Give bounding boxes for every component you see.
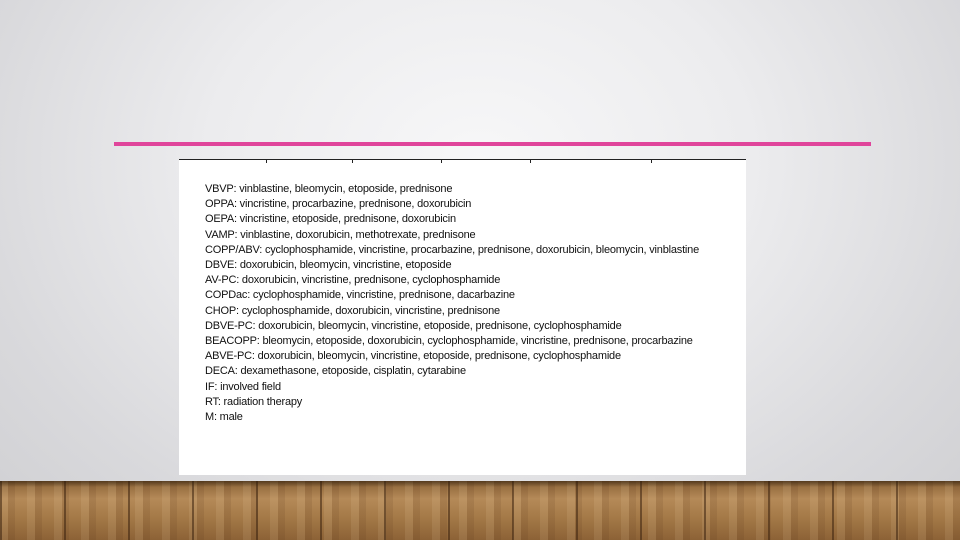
table-column-tick xyxy=(352,159,353,163)
abbreviation-list xyxy=(205,182,699,425)
floor-shadow xyxy=(0,481,960,487)
abbreviation-line: OEPA: vincristine, etoposide, prednisone, doxorubicin xyxy=(205,213,456,226)
abbreviation-line: COPP/ABV: cyclophosphamide, vincristine, procarbazine, prednisone, doxorubicin, bleomycin, vinblastine xyxy=(205,243,700,256)
abbreviation-line: DECA: dexamethasone, etoposide, cisplatin, cytarabine xyxy=(205,365,466,378)
abbreviation-line: CHOP: cyclophosphamide, doxorubicin, vincristine, prednisone xyxy=(205,304,500,317)
table-column-tick xyxy=(530,159,531,163)
wood-floor-background xyxy=(0,481,960,540)
abbreviation-line: M: male xyxy=(205,411,243,424)
abbreviation-line: AV-PC: doxorubicin, vincristine, prednisone, cyclophosphamide xyxy=(205,274,501,287)
abbreviation-line: DBVE-PC: doxorubicin, bleomycin, vincristine, etoposide, prednisone, cyclophosphamide xyxy=(205,319,622,332)
abbreviation-line: RT: radiation therapy xyxy=(205,395,303,408)
abbreviations-image xyxy=(179,159,746,475)
abbreviation-line: ABVE-PC: doxorubicin, bleomycin, vincristine, etoposide, prednisone, cyclophosphamide xyxy=(205,350,621,363)
abbreviation-line: VBVP: vinblastine, bleomycin, etoposide, prednisone xyxy=(205,183,453,195)
abbreviation-line: OPPA: vincristine, procarbazine, prednisone, doxorubicin xyxy=(205,198,472,211)
title-accent-line xyxy=(114,142,871,146)
table-column-tick xyxy=(266,159,267,163)
abbreviation-line: BEACOPP: bleomycin, etoposide, doxorubicin, cyclophosphamide, vincristine, prednisone, procarbazine xyxy=(205,335,693,348)
table-column-tick xyxy=(441,159,442,163)
table-column-tick xyxy=(651,159,652,163)
abbreviation-line: IF: involved field xyxy=(205,380,281,393)
table-border-top xyxy=(179,159,746,160)
abbreviation-line: DBVE: doxorubicin, bleomycin, vincristine, etoposide xyxy=(205,259,452,272)
abbreviation-line: VAMP: vinblastine, doxorubicin, methotrexate, prednisone xyxy=(205,228,476,241)
abbreviation-line: COPDac: cyclophosphamide, vincristine, prednisone, dacarbazine xyxy=(205,289,515,302)
